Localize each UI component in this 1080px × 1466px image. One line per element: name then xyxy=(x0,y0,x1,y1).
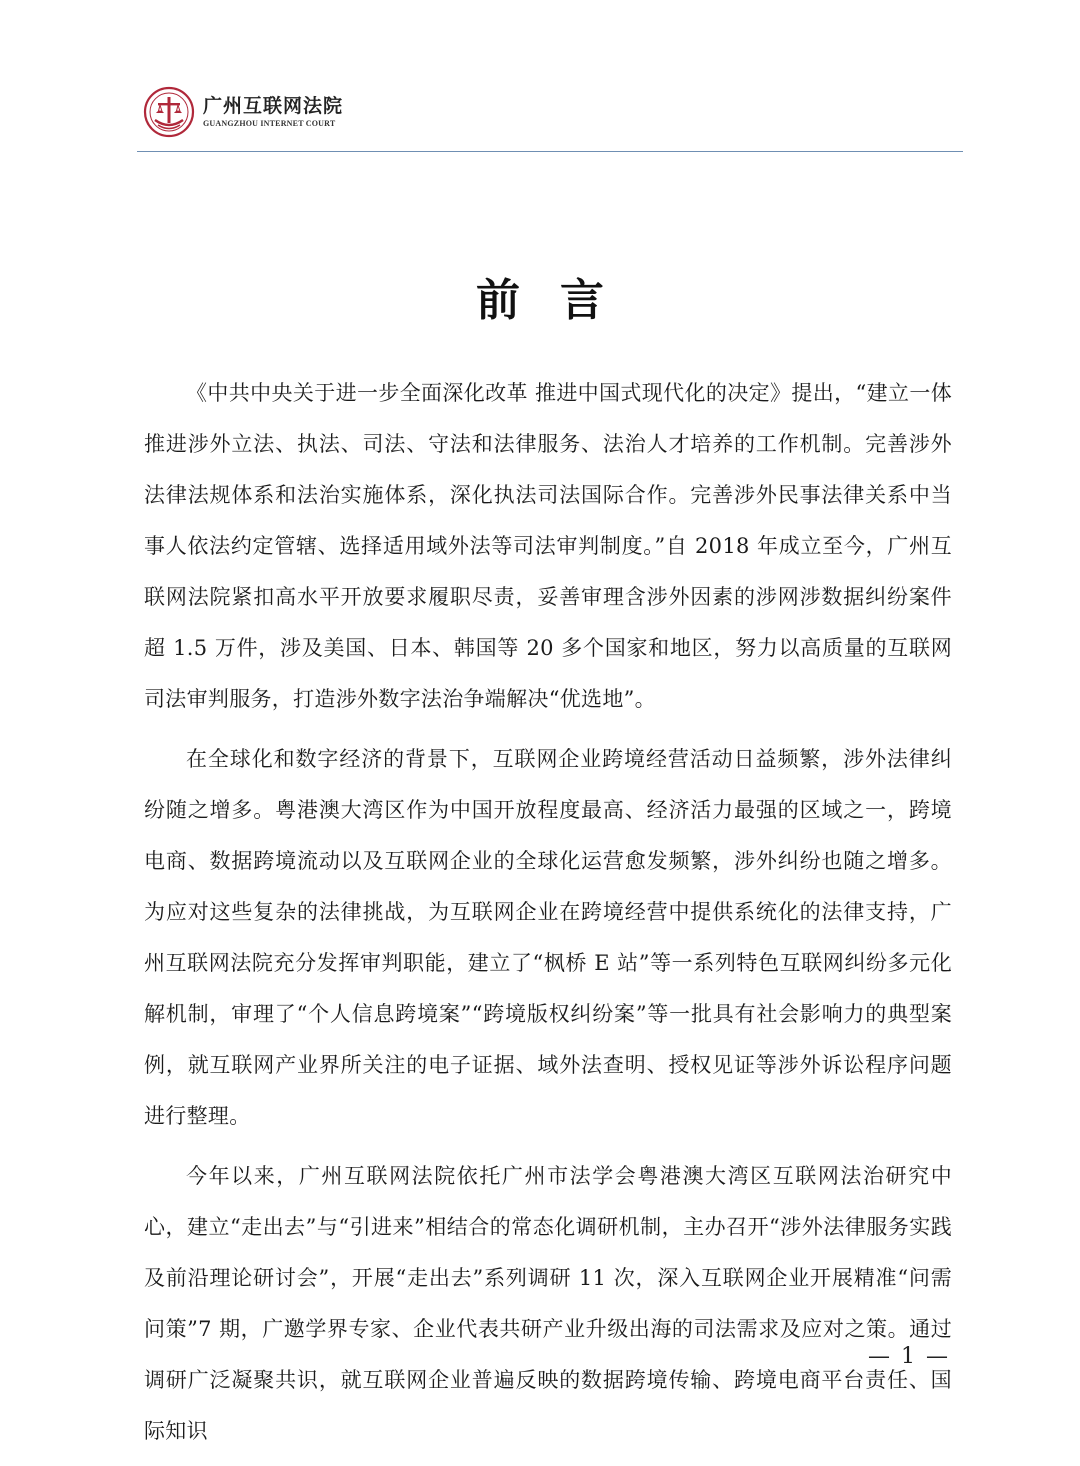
court-name-en: GUANGZHOU INTERNET COURT xyxy=(203,119,336,128)
document-body xyxy=(144,368,952,1457)
page-header xyxy=(143,86,343,138)
paragraph-1: 《中共中央关于进一步全面深化改革 推进中国式现代化的决定》提出，“建立一体推进涉外立法、执法、司法、守法和法律服务、法治人才培养的工作机制。完善涉外法律法规体系和法治实施体系，深化执法司法国际合作。完善涉外民事法律关系中当事人依法约定管辖、选择适用域外法等司法审判制度。”自 2018 年成立至今，广州互联网法院紧扣高水平开放要求履职尽责，妥善审理含涉外因素的涉网涉数据纠纷案件超 1.5 万件，涉及美国、日本、韩国等 20 多个国家和地区，努力以高质量的互联网司法审判服务，打造涉外数字法治争端解决“优选地”。 xyxy=(144,381,952,711)
paragraph-3: 今年以来，广州互联网法院依托广州市法学会粤港澳大湾区互联网法治研究中心，建立“走出去”与“引进来”相结合的常态化调研机制，主办召开“涉外法律服务实践及前沿理论研讨会”，开展“走出去”系列调研 11 次，深入互联网企业开展精准“问需问策”7 期，广邀学界专家、企业代表共研产业升级出海的司法需求及应对之策。通过调研广泛凝聚共识，就互联网企业普遍反映的数据跨境传输、跨境电商平台责任、国际知识 xyxy=(144,1164,952,1443)
court-brand xyxy=(203,94,343,130)
page-number: — 1 — xyxy=(868,1344,950,1369)
court-name-cn: 广州互联网法院 xyxy=(203,95,344,117)
header-divider xyxy=(137,151,963,152)
paragraph-2: 在全球化和数字经济的背景下，互联网企业跨境经营活动日益频繁，涉外法律纠纷随之增多。粤港澳大湾区作为中国开放程度最高、经济活力最强的区域之一，跨境电商、数据跨境流动以及互联网企业的全球化运营愈发频繁，涉外纠纷也随之增多。为应对这些复杂的法律挑战，为互联网企业在跨境经营中提供系统化的法律支持，广州互联网法院充分发挥审判职能，建立了“枫桥 E 站”等一系列特色互联网纠纷多元化解机制，审理了“个人信息跨境案”“跨境版权纠纷案”等一批具有社会影响力的典型案例，就互联网产业界所关注的电子证据、域外法查明、授权见证等涉外诉讼程序问题进行整理。 xyxy=(144,747,952,1128)
page-title: 前言 xyxy=(476,275,644,327)
court-emblem-icon xyxy=(143,86,195,138)
